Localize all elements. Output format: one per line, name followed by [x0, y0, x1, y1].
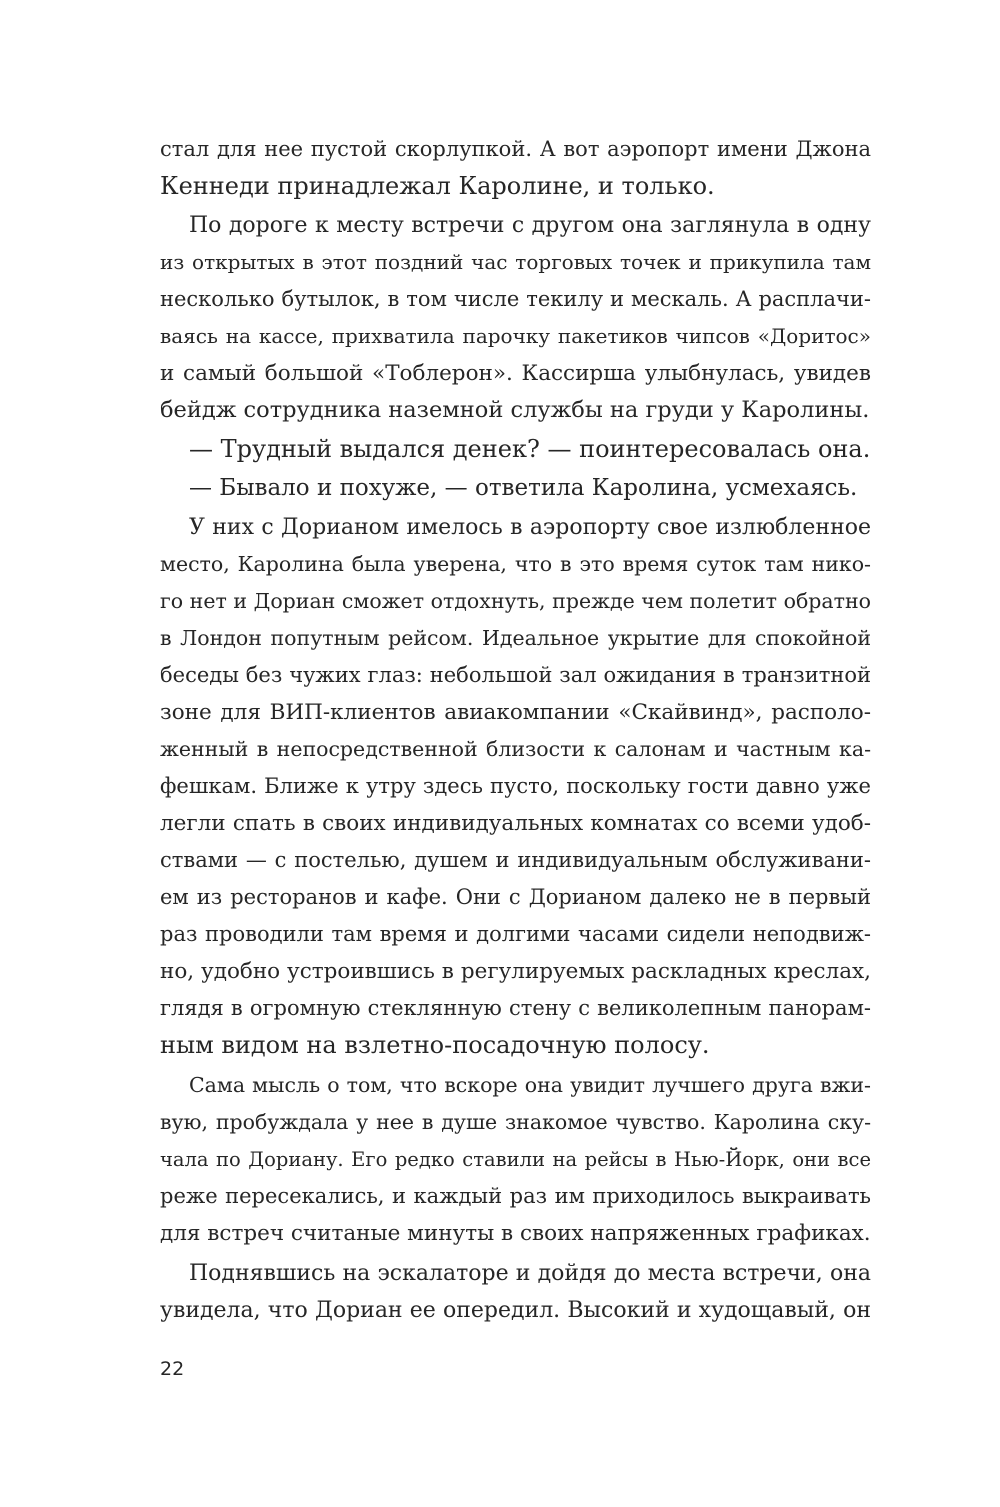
text-line: но, удобно устроившись в регулируемых раскладных креслах, [160, 959, 871, 984]
text-line: По дороге к месту встречи с другом она заглянула в одну [189, 213, 871, 238]
text-line: — Трудный выдался денек? — поинтересовалась она. [189, 435, 871, 463]
text-line: бейдж сотрудника наземной службы на груди у Каролины. [160, 397, 870, 423]
text-line: в Лондон попутным рейсом. Идеальное укрытие для спокойной [160, 626, 871, 650]
text-line: У них с Дорианом имелось в аэропорту свое излюбленное [189, 515, 871, 540]
text-line: Поднявшись на эскалаторе и дойдя до места встречи, она [189, 1261, 871, 1286]
text-line: Кеннеди принадлежал Каролине, и только. [160, 172, 715, 200]
text-line: легли спать в своих индивидуальных комнатах со всеми удоб- [160, 811, 871, 836]
text-line: женный в непосредственной близости к салонам и частным ка- [160, 737, 871, 761]
text-line: беседы без чужих глаз: небольшой зал ожидания в транзитной [160, 663, 871, 687]
text-line: ем из ресторанов и кафе. Они с Дорианом далеко не в первый [160, 885, 871, 909]
text-line: фешкам. Ближе к утру здесь пусто, поскольку гости давно уже [160, 774, 871, 798]
text-line: — Бывало и похуже, — ответила Каролина, усмехаясь. [189, 475, 858, 501]
text-line: вую, пробуждала у нее в душе знакомое чувство. Каролина ску- [160, 1110, 871, 1134]
text-line: из открытых в этот поздний час торговых точек и прикупила там [160, 250, 871, 274]
text-line: раз проводили там время и долгими часами сидели неподвиж- [160, 922, 871, 946]
text-line: и самый большой «Тоблерон». Кассирша улыбнулась, увидев [160, 361, 871, 386]
text-line: чала по Дориану. Его редко ставили на рейсы в Нью-Йорк, они все [160, 1148, 871, 1171]
text-line: зоне для ВИП-клиентов авиакомпании «Скайвинд», располо- [160, 700, 871, 725]
text-line: реже пересекались, и каждый раз им приходилось выкраивать [160, 1184, 871, 1208]
text-line: для встреч считаные минуты в своих напряженных графиках. [160, 1221, 871, 1246]
text-line: увидела, что Дориан ее опередил. Высокий и худощавый, он [160, 1298, 871, 1323]
text-line: стал для нее пустой скорлупкой. А вот аэропорт имени Джона [160, 137, 871, 161]
text-line: ствами — с постелью, душем и индивидуальным обслуживани- [160, 848, 871, 872]
text-line: ваясь на кассе, прихватила парочку пакетиков чипсов «Доритос» [160, 324, 871, 348]
text-line: несколько бутылок, в том числе текилу и мескаль. А расплачи- [160, 287, 871, 311]
page-number: 22 [160, 1358, 185, 1380]
text-line: глядя в огромную стеклянную стену с великолепным панорам- [160, 996, 871, 1020]
text-line: ным видом на взлетно-посадочную полосу. [160, 1031, 710, 1059]
text-line: го нет и Дориан сможет отдохнуть, прежде чем полетит обратно [160, 589, 871, 613]
text-line: место, Каролина была уверена, что в это время суток там нико- [160, 552, 871, 576]
text-line: Сама мысль о том, что вскоре она увидит лучшего друга вжи- [189, 1073, 871, 1097]
